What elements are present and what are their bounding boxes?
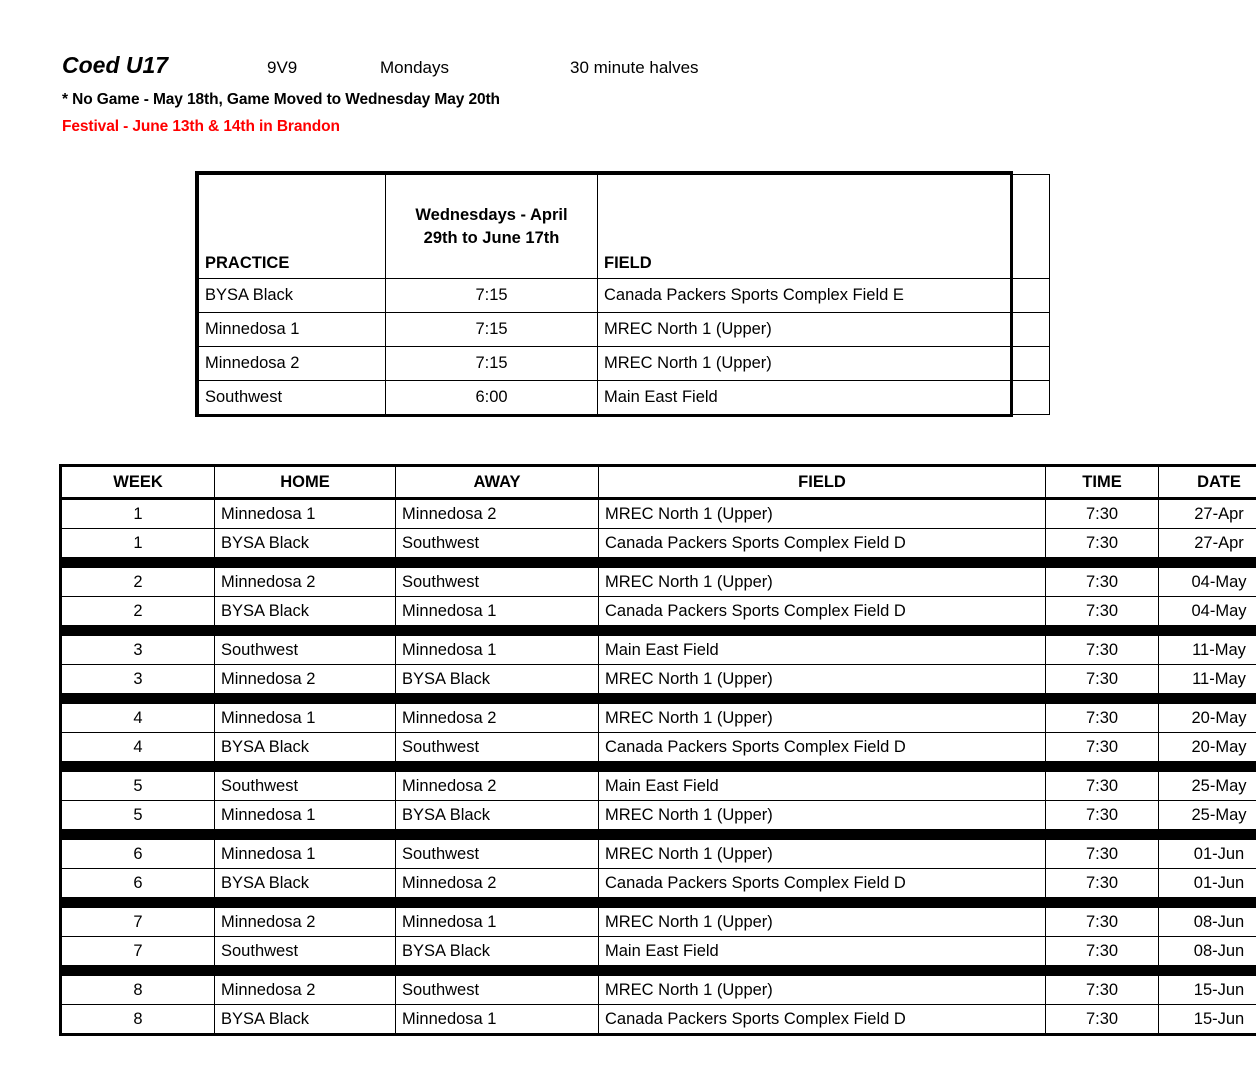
- cell-time: 7:30: [1046, 937, 1159, 966]
- table-row: [61, 976, 1256, 1005]
- cell-time: 7:30: [1046, 597, 1159, 626]
- cell-time: 7:30: [1046, 801, 1159, 830]
- practice-table: [198, 174, 1050, 415]
- cell-date: 08-Jun: [1159, 908, 1256, 937]
- column-header-week: WEEK: [61, 466, 215, 499]
- cell-field: MREC North 1 (Upper): [599, 801, 1046, 830]
- practice-row: [199, 279, 1050, 313]
- cell-home: BYSA Black: [215, 597, 396, 626]
- cell-week: 2: [61, 568, 215, 597]
- week-separator: [61, 762, 1256, 772]
- schedule-table: [59, 464, 1256, 1036]
- cell-week: 6: [61, 840, 215, 869]
- cell-week: 3: [61, 636, 215, 665]
- table-row: [61, 733, 1256, 762]
- practice-table-body: [199, 175, 1050, 415]
- table-row: [61, 704, 1256, 733]
- practice-header-practice: PRACTICE: [199, 175, 386, 279]
- game-day: Mondays: [380, 58, 449, 77]
- week-separator: [61, 898, 1256, 908]
- table-row: [61, 499, 1256, 529]
- cell-date: 25-May: [1159, 772, 1256, 801]
- cell-week: 2: [61, 597, 215, 626]
- practice-field: Canada Packers Sports Complex Field E: [598, 279, 1050, 313]
- cell-away: Minnedosa 2: [396, 499, 599, 529]
- cell-time: 7:30: [1046, 1005, 1159, 1035]
- cell-field: MREC North 1 (Upper): [599, 704, 1046, 733]
- table-row: [61, 840, 1256, 869]
- cell-week: 4: [61, 733, 215, 762]
- cell-week: 8: [61, 1005, 215, 1035]
- practice-header-schedule: [386, 175, 598, 279]
- cell-away: Southwest: [396, 976, 599, 1005]
- document-header: [62, 52, 1162, 136]
- practice-team: Southwest: [199, 381, 386, 415]
- cell-field: MREC North 1 (Upper): [599, 568, 1046, 597]
- cell-field: Canada Packers Sports Complex Field D: [599, 869, 1046, 898]
- cell-date: 11-May: [1159, 636, 1256, 665]
- practice-field: Main East Field: [598, 381, 1050, 415]
- cell-field: Main East Field: [599, 772, 1046, 801]
- cell-time: 7:30: [1046, 665, 1159, 694]
- cell-away: Minnedosa 1: [396, 636, 599, 665]
- cell-week: 1: [61, 529, 215, 558]
- cell-field: Main East Field: [599, 937, 1046, 966]
- cell-date: 08-Jun: [1159, 937, 1256, 966]
- cell-date: 04-May: [1159, 568, 1256, 597]
- practice-row: [199, 381, 1050, 415]
- cell-week: 6: [61, 869, 215, 898]
- schedule-table-body: [61, 466, 1256, 1035]
- table-row: [61, 665, 1256, 694]
- cell-field: Canada Packers Sports Complex Field D: [599, 529, 1046, 558]
- week-separator: [61, 830, 1256, 840]
- cell-date: 20-May: [1159, 704, 1256, 733]
- column-header-time: TIME: [1046, 466, 1159, 499]
- cell-field: MREC North 1 (Upper): [599, 840, 1046, 869]
- table-row: [61, 908, 1256, 937]
- practice-row: [199, 313, 1050, 347]
- cell-week: 3: [61, 665, 215, 694]
- cell-home: Minnedosa 2: [215, 976, 396, 1005]
- practice-time: 7:15: [386, 347, 598, 381]
- cell-date: 15-Jun: [1159, 976, 1256, 1005]
- cell-date: 27-Apr: [1159, 529, 1256, 558]
- practice-time: 6:00: [386, 381, 598, 415]
- cell-time: 7:30: [1046, 908, 1159, 937]
- column-header-field: FIELD: [599, 466, 1046, 499]
- cell-home: Minnedosa 2: [215, 908, 396, 937]
- cell-field: Canada Packers Sports Complex Field D: [599, 733, 1046, 762]
- cell-week: 5: [61, 801, 215, 830]
- cell-field: Canada Packers Sports Complex Field D: [599, 597, 1046, 626]
- table-row: [61, 568, 1256, 597]
- cell-away: BYSA Black: [396, 937, 599, 966]
- cell-time: 7:30: [1046, 733, 1159, 762]
- note-no-game: * No Game - May 18th, Game Moved to Wednesday May 20th: [62, 91, 500, 108]
- cell-date: 11-May: [1159, 665, 1256, 694]
- table-row: [61, 597, 1256, 626]
- cell-home: Minnedosa 1: [215, 801, 396, 830]
- cell-field: MREC North 1 (Upper): [599, 499, 1046, 529]
- cell-away: BYSA Black: [396, 801, 599, 830]
- column-header-date: DATE: [1159, 466, 1256, 499]
- column-header-away: AWAY: [396, 466, 599, 499]
- game-format: 9V9: [267, 58, 298, 77]
- table-row: [61, 636, 1256, 665]
- week-separator: [61, 626, 1256, 636]
- title-row: [62, 52, 1162, 82]
- practice-time: 7:15: [386, 279, 598, 313]
- cell-field: Main East Field: [599, 636, 1046, 665]
- cell-time: 7:30: [1046, 568, 1159, 597]
- cell-away: Minnedosa 2: [396, 704, 599, 733]
- cell-date: 01-Jun: [1159, 869, 1256, 898]
- cell-home: Minnedosa 2: [215, 665, 396, 694]
- cell-away: Southwest: [396, 529, 599, 558]
- practice-team: Minnedosa 1: [199, 313, 386, 347]
- table-row: [61, 772, 1256, 801]
- cell-home: BYSA Black: [215, 529, 396, 558]
- practice-header-row: [199, 175, 1050, 279]
- cell-away: Minnedosa 1: [396, 597, 599, 626]
- cell-time: 7:30: [1046, 529, 1159, 558]
- game-duration: 30 minute halves: [570, 58, 699, 77]
- practice-header-field: FIELD: [598, 175, 1050, 279]
- cell-home: Minnedosa 1: [215, 499, 396, 529]
- cell-home: Minnedosa 1: [215, 704, 396, 733]
- cell-time: 7:30: [1046, 840, 1159, 869]
- cell-home: Southwest: [215, 772, 396, 801]
- cell-field: MREC North 1 (Upper): [599, 908, 1046, 937]
- cell-week: 1: [61, 499, 215, 529]
- practice-team: BYSA Black: [199, 279, 386, 313]
- week-separator: [61, 558, 1256, 568]
- cell-field: MREC North 1 (Upper): [599, 665, 1046, 694]
- cell-away: Southwest: [396, 733, 599, 762]
- table-row: [61, 1005, 1256, 1035]
- cell-away: Minnedosa 2: [396, 869, 599, 898]
- cell-away: Minnedosa 1: [396, 908, 599, 937]
- cell-time: 7:30: [1046, 869, 1159, 898]
- cell-away: Minnedosa 1: [396, 1005, 599, 1035]
- practice-header-schedule-line1: Wednesdays - April: [415, 206, 568, 225]
- page-title: Coed U17: [62, 52, 169, 78]
- note-festival: Festival - June 13th & 14th in Brandon: [62, 118, 340, 135]
- week-separator: [61, 694, 1256, 704]
- cell-home: BYSA Black: [215, 733, 396, 762]
- cell-time: 7:30: [1046, 499, 1159, 529]
- cell-week: 7: [61, 908, 215, 937]
- table-row: [61, 937, 1256, 966]
- cell-field: MREC North 1 (Upper): [599, 976, 1046, 1005]
- cell-home: Southwest: [215, 636, 396, 665]
- practice-field: MREC North 1 (Upper): [598, 313, 1050, 347]
- cell-home: BYSA Black: [215, 1005, 396, 1035]
- cell-time: 7:30: [1046, 636, 1159, 665]
- schedule-table-container: [59, 464, 1247, 1036]
- cell-date: 20-May: [1159, 733, 1256, 762]
- table-row: [61, 801, 1256, 830]
- cell-date: 04-May: [1159, 597, 1256, 626]
- cell-week: 7: [61, 937, 215, 966]
- cell-away: BYSA Black: [396, 665, 599, 694]
- cell-home: Southwest: [215, 937, 396, 966]
- practice-field: MREC North 1 (Upper): [598, 347, 1050, 381]
- cell-home: BYSA Black: [215, 869, 396, 898]
- cell-time: 7:30: [1046, 976, 1159, 1005]
- week-separator: [61, 966, 1256, 976]
- practice-row: [199, 347, 1050, 381]
- cell-time: 7:30: [1046, 772, 1159, 801]
- column-header-home: HOME: [215, 466, 396, 499]
- cell-date: 25-May: [1159, 801, 1256, 830]
- cell-date: 27-Apr: [1159, 499, 1256, 529]
- cell-week: 4: [61, 704, 215, 733]
- practice-header-schedule-line2: 29th to June 17th: [423, 228, 560, 247]
- cell-field: Canada Packers Sports Complex Field D: [599, 1005, 1046, 1035]
- cell-away: Southwest: [396, 568, 599, 597]
- cell-home: Minnedosa 1: [215, 840, 396, 869]
- practice-team: Minnedosa 2: [199, 347, 386, 381]
- cell-away: Southwest: [396, 840, 599, 869]
- practice-table-container: [198, 174, 1010, 415]
- cell-time: 7:30: [1046, 704, 1159, 733]
- table-row: [61, 529, 1256, 558]
- cell-date: 01-Jun: [1159, 840, 1256, 869]
- table-row: [61, 869, 1256, 898]
- cell-date: 15-Jun: [1159, 1005, 1256, 1035]
- schedule-header-row: [61, 466, 1256, 499]
- cell-week: 5: [61, 772, 215, 801]
- practice-time: 7:15: [386, 313, 598, 347]
- cell-away: Minnedosa 2: [396, 772, 599, 801]
- cell-week: 8: [61, 976, 215, 1005]
- cell-home: Minnedosa 2: [215, 568, 396, 597]
